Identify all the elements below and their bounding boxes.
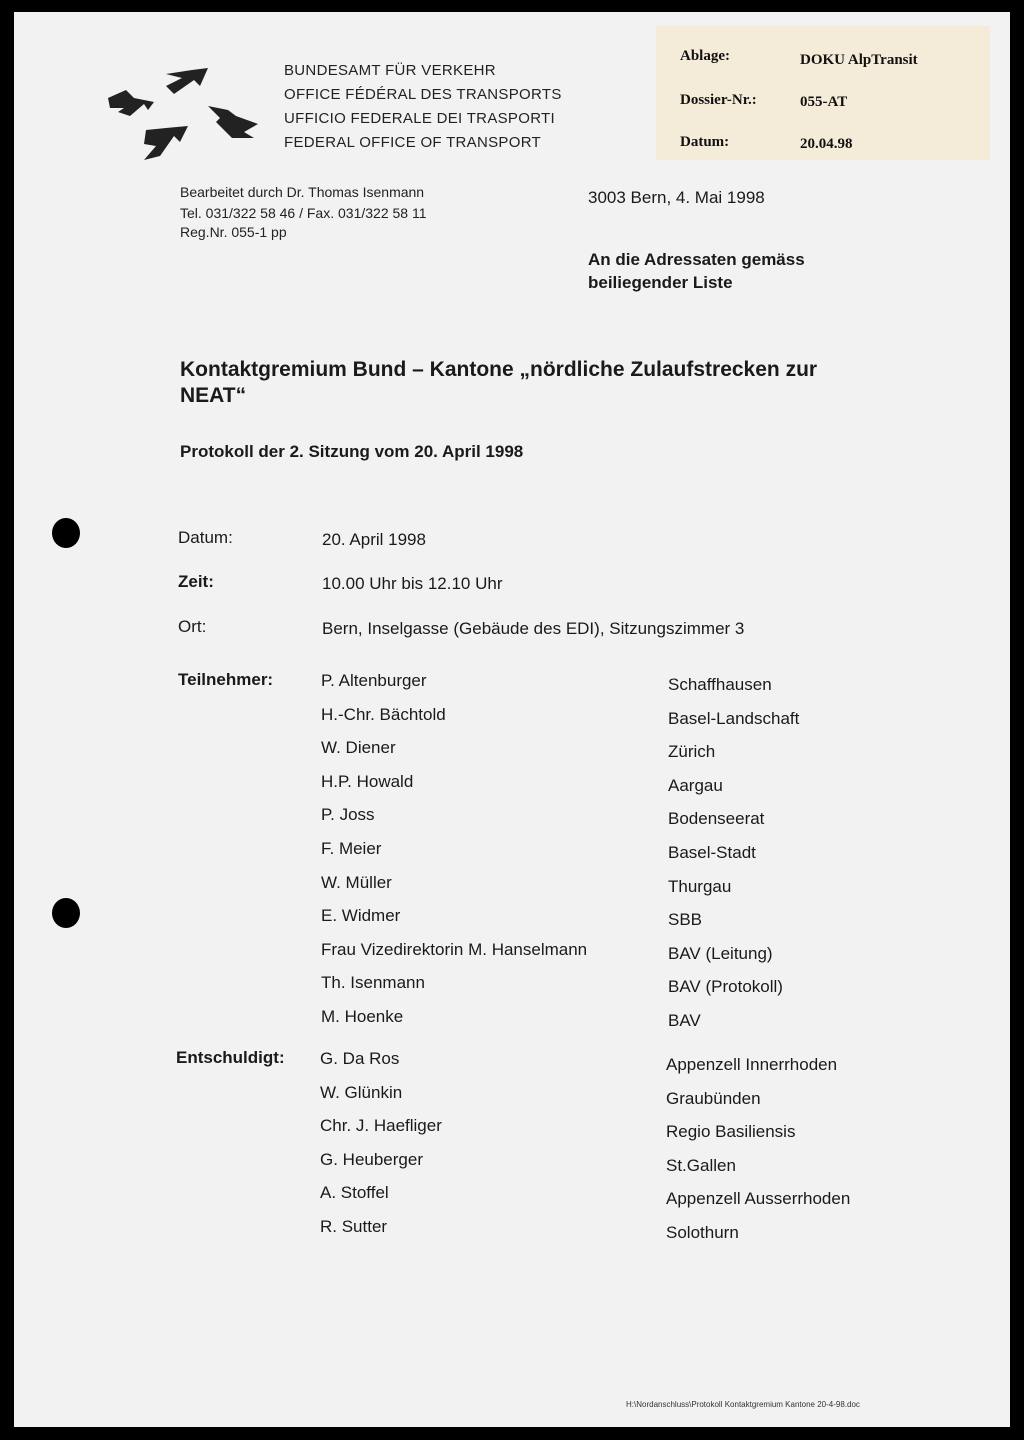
participants-organization: Basel-Stadt bbox=[668, 843, 756, 862]
phone-fax: Tel. 031/322 58 46 / Fax. 031/322 58 11 bbox=[180, 205, 427, 221]
stamp-datum-value: 20.04.98 bbox=[800, 136, 853, 152]
office-line-fr: OFFICE FÉDÉRAL DES TRANSPORTS bbox=[284, 86, 562, 103]
zeit-label: Zeit: bbox=[178, 572, 214, 591]
punch-hole-top bbox=[52, 518, 80, 548]
participants-name: H.-Chr. Bächtold bbox=[321, 704, 446, 724]
participants-name: F. Meier bbox=[321, 839, 382, 858]
participants-name: W. Müller bbox=[321, 872, 392, 892]
document-title-line-2: NEAT“ bbox=[180, 384, 247, 407]
excused-name: A. Stoffel bbox=[320, 1183, 389, 1202]
participants-label: Teilnehmer: bbox=[178, 670, 274, 689]
participants-organization: Bodenseerat bbox=[668, 809, 765, 829]
excused-organization: Appenzell Ausserrhoden bbox=[666, 1189, 851, 1208]
excused-organization: Appenzell Innerrhoden bbox=[666, 1055, 838, 1074]
excused-organization: Graubünden bbox=[666, 1088, 761, 1108]
stamp-ablage-value: DOKU AlpTransit bbox=[800, 52, 918, 68]
excused-name: G. Heuberger bbox=[320, 1149, 423, 1169]
stamp-ablage-label: Ablage: bbox=[680, 48, 730, 64]
filing-stamp bbox=[656, 26, 990, 160]
participants-organization: Basel-Landschaft bbox=[668, 708, 800, 728]
addressee-line-2: beiliegender Liste bbox=[588, 273, 733, 292]
reg-number: Reg.Nr. 055-1 pp bbox=[180, 224, 287, 240]
participants-name: H.P. Howald bbox=[321, 771, 414, 791]
participants-organization: BAV (Leitung) bbox=[668, 943, 773, 963]
participants-name: M. Hoenke bbox=[321, 1007, 404, 1026]
stamp-datum-label: Datum: bbox=[680, 134, 730, 150]
participants-organization: Zürich bbox=[668, 742, 716, 762]
excused-organization: St.Gallen bbox=[666, 1155, 736, 1175]
office-line-it: UFFICIO FEDERALE DEI TRASPORTI bbox=[284, 110, 555, 127]
stamp-dossier-value: 055-AT bbox=[800, 94, 848, 110]
office-line-en: FEDERAL OFFICE OF TRANSPORT bbox=[284, 134, 542, 151]
participants-name: W. Diener bbox=[321, 738, 396, 758]
datum-value: 20. April 1998 bbox=[322, 530, 426, 549]
participants-organization: BAV (Protokoll) bbox=[668, 977, 783, 997]
participants-name: P. Joss bbox=[321, 805, 375, 825]
excused-name: Chr. J. Haefliger bbox=[320, 1116, 442, 1135]
participants-name: P. Altenburger bbox=[321, 671, 427, 690]
ort-value: Bern, Inselgasse (Gebäude des EDI), Sitzungszimmer 3 bbox=[322, 619, 745, 638]
datum-label: Datum: bbox=[178, 528, 233, 547]
zeit-value: 10.00 Uhr bis 12.10 Uhr bbox=[322, 574, 503, 593]
participants-name: Frau Vizedirektorin M. Hanselmann bbox=[321, 939, 588, 959]
ort-label: Ort: bbox=[178, 617, 207, 636]
participants-organization: Schaffhausen bbox=[668, 675, 772, 694]
participants-organization: BAV bbox=[668, 1011, 701, 1030]
participants-organization: SBB bbox=[668, 910, 703, 930]
participants-name: E. Widmer bbox=[321, 906, 401, 926]
participants-organization: Aargau bbox=[668, 775, 723, 795]
stamp-dossier-label: Dossier-Nr.: bbox=[680, 92, 757, 108]
excused-organization: Solothurn bbox=[666, 1222, 739, 1242]
footer-file-path: H:\Nordanschluss\Protokoll Kontaktgremium Kantone 20-4-98.doc bbox=[626, 1400, 860, 1409]
federal-office-logo-icon bbox=[104, 64, 264, 164]
participants-name: Th. Isenmann bbox=[321, 973, 425, 993]
document-title-line-1: Kontaktgremium Bund – Kantone „nördliche Zulaufstrecken zur bbox=[180, 358, 818, 381]
addressee-line-1: An die Adressaten gemäss bbox=[588, 250, 805, 269]
excused-name: R. Sutter bbox=[320, 1216, 388, 1236]
excused-name: W. Glünkin bbox=[320, 1082, 403, 1102]
document-subtitle: Protokoll der 2. Sitzung vom 20. April 1998 bbox=[180, 442, 524, 461]
document-page bbox=[14, 12, 1010, 1427]
participants-organization: Thurgau bbox=[668, 876, 732, 896]
place-date: 3003 Bern, 4. Mai 1998 bbox=[588, 188, 765, 207]
excused-name: G. Da Ros bbox=[320, 1049, 400, 1068]
processed-by: Bearbeitet durch Dr. Thomas Isenmann bbox=[180, 184, 425, 200]
office-line-de: BUNDESAMT FÜR VERKEHR bbox=[284, 62, 496, 79]
punch-hole-bottom bbox=[52, 898, 80, 928]
excused-label: Entschuldigt: bbox=[176, 1048, 285, 1067]
excused-organization: Regio Basiliensis bbox=[666, 1122, 796, 1141]
